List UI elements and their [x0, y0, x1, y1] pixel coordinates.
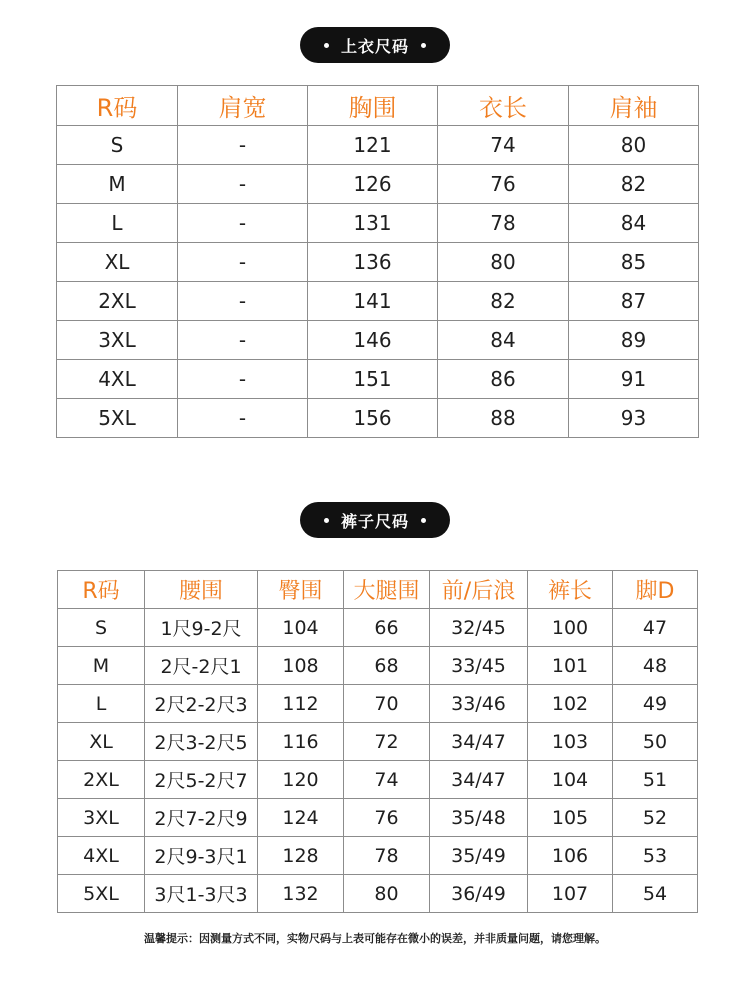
- bottom-size-table: [57, 570, 698, 913]
- table-cell: 50: [613, 723, 698, 761]
- table-cell: 108: [258, 647, 344, 685]
- table-cell: 80: [344, 875, 430, 913]
- column-header: R码: [58, 571, 145, 609]
- table-cell: 80: [438, 243, 569, 282]
- table-cell: 72: [344, 723, 430, 761]
- table-cell: 35/48: [430, 799, 528, 837]
- bottom-size-title-pill: [300, 502, 450, 538]
- table-cell: -: [178, 321, 308, 360]
- table-cell: 36/49: [430, 875, 528, 913]
- column-header: 肩宽: [178, 86, 308, 126]
- table-cell: 151: [308, 360, 438, 399]
- table-cell: M: [58, 647, 145, 685]
- table-cell: 85: [569, 243, 699, 282]
- column-header: 前/后浪: [430, 571, 528, 609]
- table-cell: 103: [528, 723, 613, 761]
- table-cell: 156: [308, 399, 438, 438]
- column-header: 胸围: [308, 86, 438, 126]
- table-cell: -: [178, 243, 308, 282]
- table-cell: 126: [308, 165, 438, 204]
- table-cell: 3XL: [57, 321, 178, 360]
- table-cell: 2尺9-3尺1: [145, 837, 258, 875]
- table-cell: 32/45: [430, 609, 528, 647]
- table-cell: -: [178, 126, 308, 165]
- column-header: 衣长: [438, 86, 569, 126]
- table-cell: 120: [258, 761, 344, 799]
- table-row: [58, 609, 698, 647]
- table-header-row: [58, 571, 698, 609]
- table-cell: 74: [438, 126, 569, 165]
- column-header: 肩袖: [569, 86, 699, 126]
- table-cell: 76: [344, 799, 430, 837]
- table-row: [58, 647, 698, 685]
- table-row: [58, 799, 698, 837]
- table-cell: 80: [569, 126, 699, 165]
- table-cell: 121: [308, 126, 438, 165]
- table-cell: 66: [344, 609, 430, 647]
- table-cell: 107: [528, 875, 613, 913]
- table-cell: 51: [613, 761, 698, 799]
- table-row: [57, 360, 699, 399]
- table-cell: 53: [613, 837, 698, 875]
- table-row: [57, 165, 699, 204]
- table-cell: 132: [258, 875, 344, 913]
- bullet-dot-icon: [324, 518, 329, 523]
- table-cell: 4XL: [57, 360, 178, 399]
- table-row: [57, 321, 699, 360]
- table-cell: 88: [438, 399, 569, 438]
- table-cell: 89: [569, 321, 699, 360]
- table-row: [58, 723, 698, 761]
- column-header: 腰围: [145, 571, 258, 609]
- table-cell: 49: [613, 685, 698, 723]
- table-cell: 76: [438, 165, 569, 204]
- table-cell: 116: [258, 723, 344, 761]
- table-cell: 3尺1-3尺3: [145, 875, 258, 913]
- table-cell: 34/47: [430, 723, 528, 761]
- column-header: R码: [57, 86, 178, 126]
- table-cell: 131: [308, 204, 438, 243]
- table-cell: L: [57, 204, 178, 243]
- table-cell: 35/49: [430, 837, 528, 875]
- column-header: 大腿围: [344, 571, 430, 609]
- bullet-dot-icon: [421, 43, 426, 48]
- table-cell: M: [57, 165, 178, 204]
- table-cell: 33/45: [430, 647, 528, 685]
- table-cell: 2XL: [57, 282, 178, 321]
- table-cell: 106: [528, 837, 613, 875]
- table-cell: 82: [569, 165, 699, 204]
- table-header-row: [57, 86, 699, 126]
- table-cell: 54: [613, 875, 698, 913]
- table-cell: 2尺3-2尺5: [145, 723, 258, 761]
- table-cell: XL: [57, 243, 178, 282]
- table-cell: 52: [613, 799, 698, 837]
- table-row: [58, 685, 698, 723]
- table-cell: 93: [569, 399, 699, 438]
- table-cell: 4XL: [58, 837, 145, 875]
- table-cell: 105: [528, 799, 613, 837]
- table-cell: 33/46: [430, 685, 528, 723]
- table-cell: 104: [528, 761, 613, 799]
- table-cell: 70: [344, 685, 430, 723]
- table-cell: 101: [528, 647, 613, 685]
- column-header: 裤长: [528, 571, 613, 609]
- table-cell: 47: [613, 609, 698, 647]
- table-cell: 34/47: [430, 761, 528, 799]
- bullet-dot-icon: [324, 43, 329, 48]
- table-cell: 2尺-2尺1: [145, 647, 258, 685]
- table-cell: 84: [569, 204, 699, 243]
- table-row: [58, 837, 698, 875]
- table-cell: -: [178, 360, 308, 399]
- table-cell: 2XL: [58, 761, 145, 799]
- table-cell: XL: [58, 723, 145, 761]
- column-header: 臀围: [258, 571, 344, 609]
- table-cell: 141: [308, 282, 438, 321]
- bullet-dot-icon: [421, 518, 426, 523]
- table-row: [58, 761, 698, 799]
- table-cell: 91: [569, 360, 699, 399]
- table-cell: 112: [258, 685, 344, 723]
- table-cell: 2尺7-2尺9: [145, 799, 258, 837]
- column-header: 脚D: [613, 571, 698, 609]
- table-cell: -: [178, 282, 308, 321]
- table-cell: L: [58, 685, 145, 723]
- top-size-title-pill: [300, 27, 450, 63]
- table-cell: -: [178, 399, 308, 438]
- table-row: [57, 204, 699, 243]
- table-cell: 102: [528, 685, 613, 723]
- table-row: [57, 399, 699, 438]
- table-cell: S: [58, 609, 145, 647]
- table-cell: 82: [438, 282, 569, 321]
- table-cell: 5XL: [57, 399, 178, 438]
- top-size-title: 上衣尺码: [340, 36, 409, 56]
- table-cell: 48: [613, 647, 698, 685]
- table-cell: -: [178, 204, 308, 243]
- table-cell: 78: [344, 837, 430, 875]
- table-cell: 78: [438, 204, 569, 243]
- table-cell: -: [178, 165, 308, 204]
- table-cell: 86: [438, 360, 569, 399]
- table-cell: 87: [569, 282, 699, 321]
- table-cell: 74: [344, 761, 430, 799]
- table-cell: 2尺2-2尺3: [145, 685, 258, 723]
- table-cell: 100: [528, 609, 613, 647]
- table-cell: 68: [344, 647, 430, 685]
- table-cell: 3XL: [58, 799, 145, 837]
- table-cell: 136: [308, 243, 438, 282]
- table-row: [57, 243, 699, 282]
- table-cell: 104: [258, 609, 344, 647]
- table-cell: 146: [308, 321, 438, 360]
- top-size-table: [56, 85, 699, 438]
- table-row: [57, 126, 699, 165]
- bottom-size-title: 裤子尺码: [340, 511, 409, 531]
- table-cell: 1尺9-2尺: [145, 609, 258, 647]
- table-cell: S: [57, 126, 178, 165]
- table-row: [57, 282, 699, 321]
- table-cell: 5XL: [58, 875, 145, 913]
- table-cell: 124: [258, 799, 344, 837]
- table-cell: 128: [258, 837, 344, 875]
- table-cell: 84: [438, 321, 569, 360]
- footer-note: 温馨提示：因测量方式不同，实物尺码与上表可能存在微小的误差，并非质量问题，请您理解。: [144, 932, 606, 945]
- table-cell: 2尺5-2尺7: [145, 761, 258, 799]
- table-row: [58, 875, 698, 913]
